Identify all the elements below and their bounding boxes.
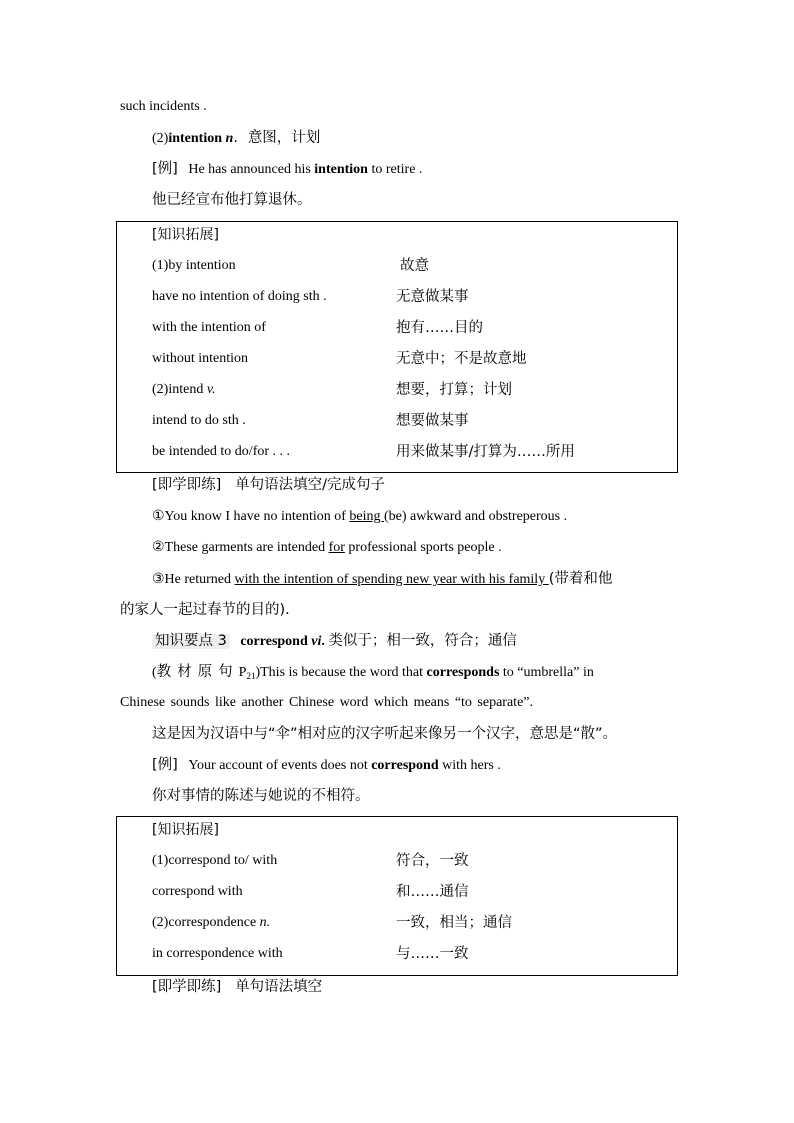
example-translation: 他已经宣布他打算退休。: [152, 192, 312, 208]
box-row-en: without intention: [152, 351, 249, 366]
exercise-text-end: (带着和他: [548, 571, 613, 587]
box-row-en: (1)correspond to/ with: [152, 853, 278, 868]
source-label: 教材原句: [156, 664, 239, 680]
box-row-cn: 符合，一致: [396, 853, 469, 869]
practice-heading-2: [152, 978, 322, 996]
knowledge-point-heading: 知识要点 3 correspond vi. 类似于；相一致，符合；通信: [152, 632, 517, 651]
paren: (: [152, 665, 157, 680]
part-of-speech: n: [225, 131, 234, 146]
source-text: )This is because the word that: [255, 665, 427, 680]
exercise-text: ②These garments are intended: [152, 540, 329, 555]
part-of-speech: vi: [311, 634, 322, 649]
vocab-word: intention: [168, 131, 223, 146]
example-sentence: [152, 160, 422, 179]
box-row-cn: 一致，相当；通信: [396, 915, 512, 931]
example-bold: intention: [314, 162, 368, 177]
exercise-text: ③He returned: [152, 572, 235, 587]
page-ref: P: [238, 665, 247, 680]
example-text: He has announced his: [188, 162, 315, 177]
example-tag: [例]: [152, 757, 178, 773]
example-text-end: to retire .: [367, 162, 423, 177]
practice-tag: [即学即练]: [152, 477, 222, 493]
box-title: [知识拓展]: [152, 227, 219, 243]
box-row-cn: 故意: [400, 258, 429, 274]
source-sentence: [152, 663, 594, 685]
source-text-end: to “umbrella” in: [499, 665, 594, 680]
example-text: Your account of events does not: [188, 758, 372, 773]
source-bold: corresponds: [426, 665, 500, 680]
practice-heading: [152, 476, 385, 494]
example-sentence-2: [152, 756, 501, 775]
example-text-end: with hers .: [438, 758, 501, 773]
exercise-1: [152, 508, 567, 526]
box-row-en: intend to do sth .: [152, 413, 246, 428]
practice-tag: [即学即练]: [152, 979, 222, 995]
separator: ．: [233, 130, 248, 146]
box-row-en: correspond with: [152, 884, 243, 899]
box-row-en: in correspondence with: [152, 946, 283, 961]
box-row-word: (2)correspondence: [152, 915, 260, 930]
exercise-text-end: (be) awkward and obstreperous .: [384, 509, 568, 524]
box-row-cn: 与……一致: [396, 946, 469, 962]
source-translation: 这是因为汉语中与“伞”相对应的汉字听起来像另一个汉字，意思是“散”。: [152, 726, 618, 742]
box-row-en: [152, 381, 216, 399]
exercise-text-end: professional sports people .: [344, 540, 502, 555]
exercise-3: [152, 570, 612, 589]
text-line: such incidents .: [120, 99, 207, 114]
vocab-word: correspond: [240, 634, 308, 649]
box-row-en: have no intention of doing sth .: [152, 289, 327, 304]
exercise-2: [152, 539, 502, 557]
example-bold: correspond: [371, 758, 439, 773]
answer-blank: being: [349, 509, 385, 524]
practice-instruction: 单句语法填空/完成句子: [235, 477, 386, 493]
exercise-text: ①You know I have no intention of: [152, 509, 350, 524]
practice-instruction: 单句语法填空: [235, 979, 323, 995]
box-row-en: be intended to do/for . . .: [152, 444, 291, 459]
part-of-speech: v.: [206, 382, 216, 397]
box-row-cn: 和……通信: [396, 884, 469, 900]
example-tag: [例]: [152, 161, 178, 177]
page-number: 21: [246, 671, 256, 681]
part-of-speech: n.: [259, 915, 271, 930]
box-row-en: [152, 914, 270, 932]
answer-blank: with the intention of spending new year with his family: [234, 572, 549, 587]
box-row-cn: 用来做某事/打算为……所用: [396, 444, 575, 460]
box-row-cn: 抱有……目的: [396, 320, 483, 336]
source-sentence-continued: Chinese sounds like another Chinese word which means “to separate”.: [120, 695, 534, 710]
answer-blank: for: [328, 540, 345, 555]
box-title: [知识拓展]: [152, 822, 219, 838]
box-row-cn: 想要，打算；计划: [396, 382, 512, 398]
box-row-cn: 无意中；不是故意地: [396, 351, 527, 367]
exercise-3-continued: 的家人一起过春节的目的).: [120, 602, 290, 618]
item-number: (2): [152, 131, 169, 146]
box-row-en: with the intention of: [152, 320, 266, 335]
box-row-word: (2)intend: [152, 382, 207, 397]
knowledge-point-label: 知识要点 3: [152, 634, 230, 649]
box-row-cn: 无意做某事: [396, 289, 469, 305]
vocab-meaning: 意图，计划: [247, 130, 321, 146]
vocab-meaning: 类似于；相一致，符合；通信: [328, 633, 517, 649]
example-translation-2: 你对事情的陈述与她说的不相符。: [152, 788, 370, 804]
box-row-cn: 想要做某事: [396, 413, 469, 429]
box-row-en: (1)by intention: [152, 258, 236, 273]
vocab-heading: [152, 129, 320, 148]
